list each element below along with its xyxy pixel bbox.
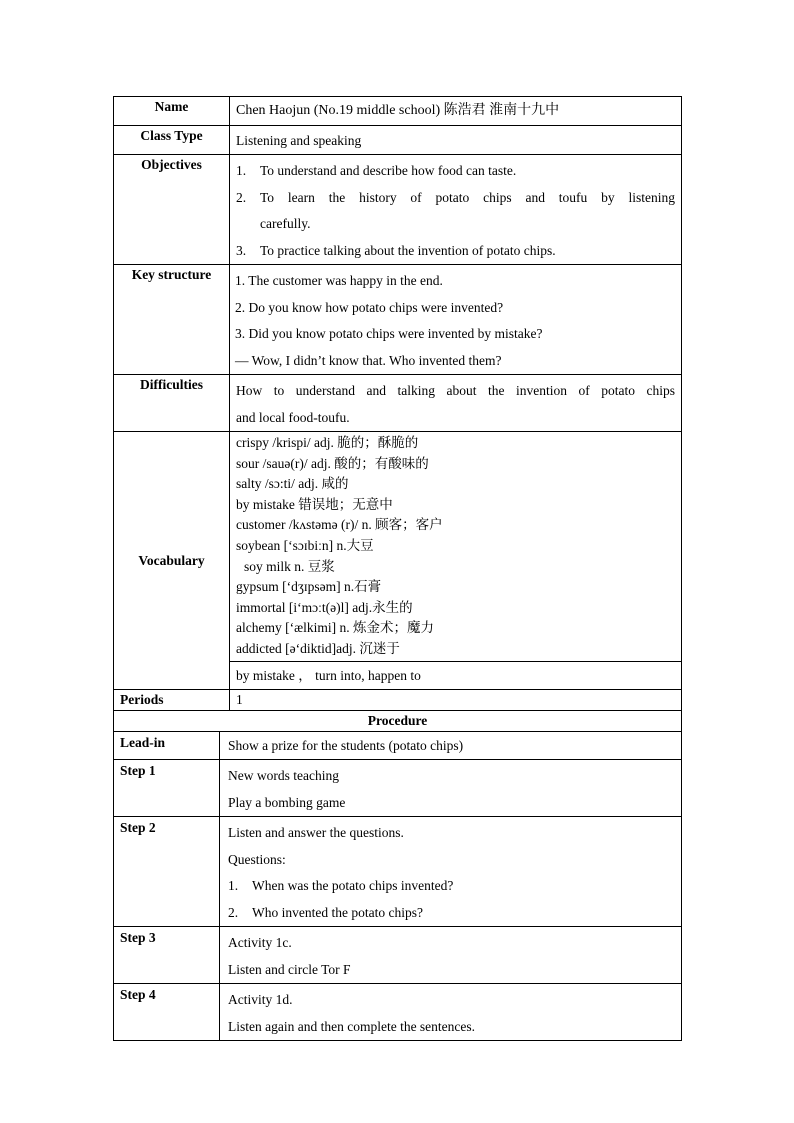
- vocab-item: immortal [i‘mɔːt(ə)l] adj.永生的: [236, 599, 413, 615]
- vocab-item: gypsum [‘dʒɪpsəm] n.石膏: [236, 579, 382, 595]
- vocabulary-row: [114, 432, 682, 662]
- step-1-row: [114, 760, 682, 817]
- step-line: New words teaching: [228, 768, 339, 783]
- step-line: Activity 1c.: [228, 935, 292, 950]
- name-row: [114, 97, 682, 126]
- step-label: Step 2: [114, 817, 220, 927]
- step-line: Play a bombing game: [228, 794, 346, 810]
- objective-item-continuation: carefully.: [260, 216, 311, 231]
- vocab-item: addicted [ə‘diktid]adj. 沉迷于: [236, 640, 400, 656]
- vocab-item: soybean [‘sɔɪbiːn] n.大豆: [236, 537, 374, 553]
- objective-item: 3. To practice talking about the invention of potato chips.: [236, 242, 556, 258]
- step-2-row: [114, 817, 682, 927]
- key-structure-item: 2. Do you know how potato chips were invented?: [235, 299, 504, 315]
- procedure-header-row: [114, 711, 682, 732]
- objective-item: 1. To understand and describe how food can taste.: [236, 163, 517, 178]
- periods-label: Periods: [114, 690, 230, 711]
- question-item: 2. Who invented the potato chips?: [228, 904, 423, 920]
- step-label: Lead-in: [114, 732, 220, 760]
- key-structure-label: Key structure: [114, 265, 230, 375]
- class-type-label: Class Type: [114, 126, 230, 155]
- objectives-row: [114, 155, 682, 265]
- step-line: Activity 1d.: [228, 992, 293, 1007]
- step-line: Listen and answer the questions.: [228, 825, 404, 840]
- class-type-value: Listening and speaking: [236, 133, 362, 148]
- step-line: Listen and circle Tor F: [228, 961, 351, 977]
- step-line: Listen again and then complete the sentences.: [228, 1018, 476, 1034]
- name-label: Name: [114, 97, 230, 126]
- periods-row: [114, 690, 682, 711]
- vocab-item: salty /sɔ:ti/ adj. 咸的: [236, 476, 349, 492]
- key-structure-item: 3. Did you know potato chips were invented by mistake?: [235, 326, 543, 341]
- vocab-phrases: by mistake ， turn into, happen to: [236, 668, 421, 683]
- vocab-item: alchemy [‘ælkimi] n. 炼金术；魔力: [236, 620, 434, 636]
- step-line: Questions:: [228, 851, 286, 867]
- name-value: Chen Haojun (No.19 middle school) 陈浩君 淮南十九中: [236, 103, 560, 118]
- difficulties-line: How to understand and talking about the invention of potato chips: [236, 383, 675, 398]
- vocab-item: customer /kʌstəmə (r)/ n. 顾客；客户: [236, 517, 443, 533]
- step-label: Step 3: [114, 927, 220, 984]
- lead-in-row: [114, 732, 682, 760]
- vocab-item: crispy /krispi/ adj. 脆的；酥脆的: [236, 435, 419, 450]
- vocab-item: sour /sauə(r)/ adj. 酸的；有酸味的: [236, 455, 429, 471]
- key-structure-item: — Wow, I didn’t know that. Who invented them?: [235, 352, 502, 368]
- procedure-title: Procedure: [367, 713, 428, 728]
- key-structure-row: [114, 265, 682, 375]
- step-line: Show a prize for the students (potato chips): [228, 738, 464, 753]
- question-item: 1. When was the potato chips invented?: [228, 878, 454, 893]
- periods-value: 1: [236, 692, 243, 707]
- step-4-row: [114, 984, 682, 1041]
- difficulties-label: Difficulties: [114, 375, 230, 432]
- class-type-row: [114, 126, 682, 155]
- step-label: Step 4: [114, 984, 220, 1041]
- objectives-label: Objectives: [114, 155, 230, 265]
- vocabulary-label: Vocabulary: [114, 432, 230, 690]
- lesson-plan-table: [113, 96, 682, 1041]
- difficulties-row: [114, 375, 682, 432]
- step-label: Step 1: [114, 760, 220, 817]
- key-structure-item: 1. The customer was happy in the end.: [235, 273, 443, 288]
- step-3-row: [114, 927, 682, 984]
- vocab-item: soy milk n. 豆浆: [244, 558, 335, 574]
- vocab-item: by mistake 错误地；无意中: [236, 496, 393, 512]
- difficulties-line: and local food-toufu.: [236, 409, 350, 425]
- objective-item: 2. To learn the history of potato chips and toufu by listening: [236, 189, 675, 205]
